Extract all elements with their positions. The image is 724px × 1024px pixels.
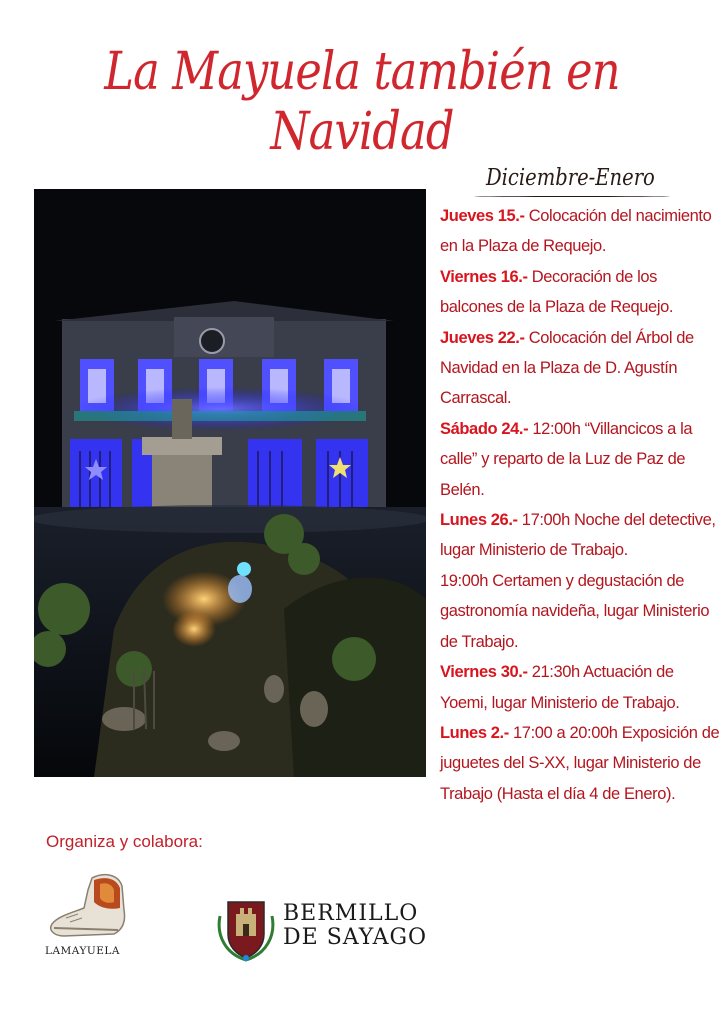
night-building-image [34, 189, 426, 777]
event-day: Viernes 30.- [440, 663, 528, 682]
event-text: 21:30h Actuación de Yoemi, lugar Ministerio de Trabajo. [440, 663, 680, 712]
town-hall-photo [34, 189, 426, 777]
poster-title: La Mayuela también en Navidad [104, 42, 620, 162]
coat-of-arms-icon [216, 896, 276, 962]
period-underline [474, 196, 670, 197]
event-day: Lunes 2.- [440, 723, 509, 742]
event-day: Jueves 22.- [440, 328, 525, 347]
event-item [440, 201, 722, 262]
event-day: Viernes 16.- [440, 267, 528, 286]
event-text: Decoración de los balcones de la Plaza de Requejo. [440, 267, 674, 317]
shoe-icon [44, 870, 144, 948]
bermillo-coat-of-arms [216, 896, 276, 962]
event-text: 17:00h Noche del detective, lugar Ministerio de Trabajo. [440, 511, 716, 560]
event-text: 19:00h Certamen y degustación de gastronomía navideña, lugar Ministerio de Trabajo. [440, 571, 710, 651]
events-list [440, 201, 722, 809]
event-item [440, 505, 722, 566]
event-day: Lunes 26.- [440, 511, 518, 530]
event-item [440, 566, 722, 657]
event-item [440, 323, 722, 414]
org2-line2: DE SAYAGO [283, 925, 428, 950]
organizers-heading: Organiza y colabora: [46, 832, 203, 851]
period-label: Diciembre-Enero [486, 165, 655, 191]
event-text: 17:00 a 20:00h Exposición de juguetes del S-XX, lugar Ministerio de Trabajo (Hasta el día 4 de Enero). [440, 723, 720, 803]
event-text: Colocación del Árbol de Navidad en la Plaza de D. Agustín Carrascal. [440, 328, 694, 408]
event-item [440, 414, 722, 505]
event-item [440, 718, 722, 809]
event-day: Sábado 24.- [440, 419, 529, 438]
event-item [440, 657, 722, 718]
event-text: Colocación del nacimiento en la Plaza de Requejo. [440, 207, 712, 256]
la-mayuela-logo-text: LAMAYUELA [45, 945, 120, 957]
event-text: 12:00h “Villancicos a la calle” y reparto de la Luz de Paz de Belén. [440, 419, 693, 499]
org2-line1: BERMILLO [283, 901, 419, 926]
event-day: Jueves 15.- [440, 207, 525, 225]
bermillo-de-sayago-label [283, 902, 427, 950]
event-item [440, 262, 722, 323]
